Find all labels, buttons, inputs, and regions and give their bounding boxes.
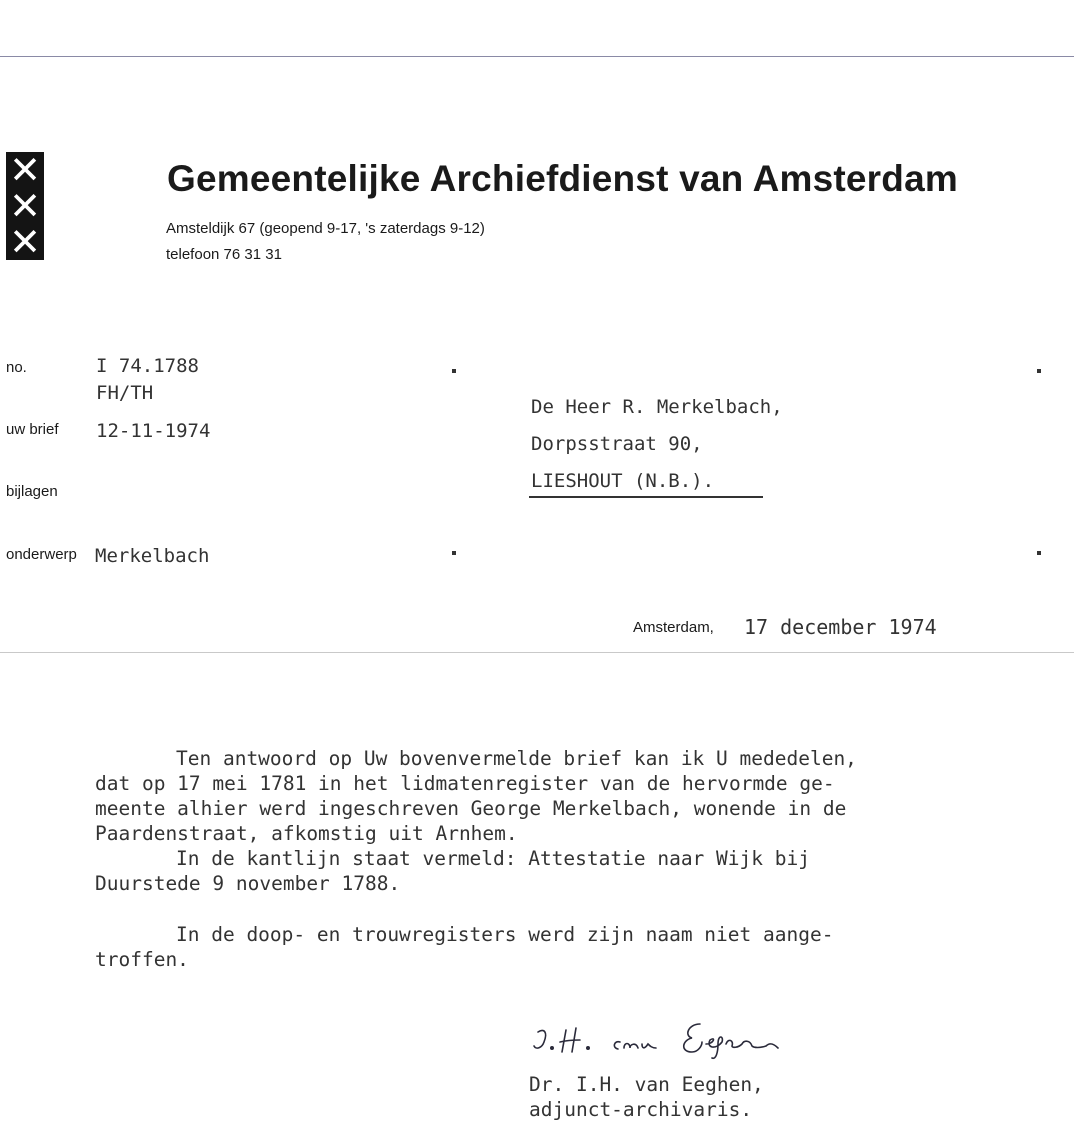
onderwerp-value: Merkelbach [95, 545, 210, 567]
dateline-date: 17 december 1974 [744, 615, 937, 639]
reference-number: I 74.1788 [96, 355, 199, 377]
top-rule [0, 56, 1074, 57]
letterhead-phone: telefoon 76 31 31 [166, 246, 282, 263]
margin-dot [452, 551, 456, 555]
uw-brief-date: 12-11-1974 [96, 420, 211, 442]
recipient-line: Dorpsstraat 90, [531, 433, 703, 455]
dateline-city: Amsterdam, [633, 619, 714, 636]
body-line: dat op 17 mei 1781 in het lidmatenregister van de hervormde ge- [95, 772, 835, 795]
recipient-line: LIESHOUT (N.B.). [531, 470, 715, 492]
signatory-title: adjunct-archivaris. [529, 1098, 753, 1121]
body-line: meente alhier werd ingeschreven George Merkelbach, wonende in de [95, 797, 847, 820]
body-line: In de kantlijn staat vermeld: Attestatie naar Wijk bij [176, 847, 810, 870]
letterhead-address: Amsteldijk 67 (geopend 9-17, 's zaterdags 9-12) [166, 220, 485, 237]
recipient-line: De Heer R. Merkelbach, [531, 396, 783, 418]
no-label: no. [6, 359, 27, 376]
body-line: Ten antwoord op Uw bovenvermelde brief kan ik U mededelen, [176, 747, 857, 770]
uw-brief-label: uw brief [6, 421, 59, 438]
body-line: Paardenstraat, afkomstig uit Arnhem. [95, 822, 518, 845]
body-line: troffen. [95, 948, 189, 971]
bijlagen-label: bijlagen [6, 483, 58, 500]
middle-rule [0, 652, 1074, 653]
recipient-underline [529, 496, 763, 498]
reference-initials: FH/TH [96, 382, 154, 404]
handwritten-signature [530, 1018, 790, 1066]
body-line: Duurstede 9 november 1788. [95, 872, 401, 895]
letterhead-title: Gemeentelijke Archiefdienst van Amsterdam [167, 158, 958, 199]
body-line: In de doop- en trouwregisters werd zijn naam niet aange- [176, 923, 834, 946]
signatory-name: Dr. I.H. van Eeghen, [529, 1073, 764, 1096]
margin-dot [452, 369, 456, 373]
margin-dot [1037, 551, 1041, 555]
margin-dot [1037, 369, 1041, 373]
amsterdam-xxx-shield-icon: ✕ ✕ ✕ [6, 152, 44, 260]
onderwerp-label: onderwerp [6, 546, 77, 563]
